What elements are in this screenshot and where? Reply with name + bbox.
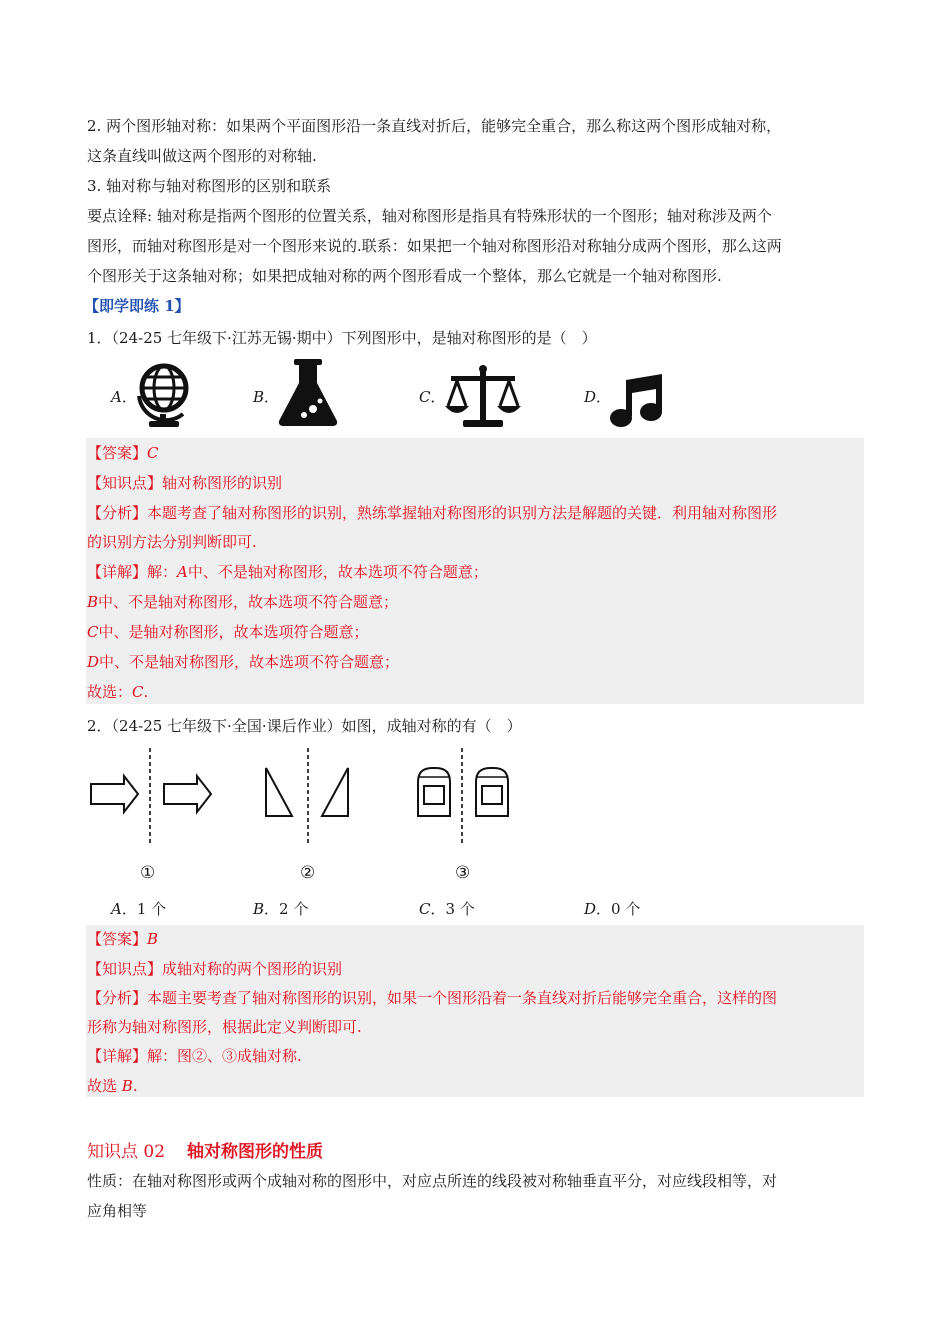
q1-analysis: 【分析】本题考查了轴对称图形的识别，熟练掌握轴对称图形的识别方法是解题的关键．利用轴对称图形 [87, 504, 778, 522]
arch-shape [476, 768, 508, 816]
q2-knowledge: 【知识点】成轴对称的两个图形的识别 [87, 960, 343, 978]
intro-line: 要点诠释: 轴对称是指两个图形的位置关系，轴对称图形是指具有特殊形状的一个图形；轴对称涉及两个 [87, 207, 772, 225]
music-note-icon [608, 374, 666, 430]
flask-icon [276, 357, 340, 429]
q2-figure [86, 748, 526, 848]
q1-stem: 1．（24-25 七年级下·江苏无锡·期中）下列图形中，是轴对称图形的是（ ） [87, 329, 597, 347]
figure-label: ① [140, 863, 156, 883]
q2-option-c[interactable]: C．3 个 [419, 900, 475, 918]
intro-line: 个图形关于这条轴对称；如果把成轴对称的两个图形看成一个整体，那么它就是一个轴对称图形. [87, 267, 722, 285]
q1-answer: 【答案】C [87, 444, 159, 462]
q1-conclusion: 故选：C. [87, 683, 149, 701]
q2-option-b[interactable]: B．2 个 [253, 900, 309, 918]
figure-label: ② [300, 863, 316, 883]
practice-title: 【即学即练 1】 [84, 297, 190, 315]
q1-option-b[interactable]: B． [253, 388, 280, 406]
q2-solution-box [86, 925, 864, 1097]
q2-detail: 【详解】解：图②、③成轴对称. [87, 1047, 302, 1065]
q1-detail-line: D中、不是轴对称图形，故本选项不符合题意； [87, 653, 400, 671]
q2-stem: 2．（24-25 七年级下·全国·课后作业）如图，成轴对称的有（ ） [87, 717, 522, 735]
intro-line: 3. 轴对称与轴对称图形的区别和联系 [87, 177, 332, 195]
triangle-shape [322, 768, 348, 816]
arch-shape [418, 768, 450, 816]
q1-detail-line: C中、是轴对称图形，故本选项符合题意； [87, 623, 369, 641]
q1-analysis-cont: 的识别方法分别判断即可. [87, 533, 257, 551]
scale-icon [443, 364, 523, 430]
q2-option-a[interactable]: A．1 个 [111, 900, 167, 918]
figure-label: ③ [455, 863, 471, 883]
triangle-shape [266, 768, 292, 816]
arrow-shape [164, 776, 211, 812]
q1-detail: 【详解】解：A中、不是轴对称图形，故本选项不符合题意； [87, 563, 488, 581]
q2-analysis: 【分析】本题主要考查了轴对称图形的识别，如果一个图形沿着一条直线对折后能够完全重合，这样的图 [87, 989, 778, 1007]
q1-knowledge: 【知识点】轴对称图形的识别 [87, 474, 283, 492]
intro-line: 图形，而轴对称图形是对一个图形来说的.联系：如果把一个轴对称图形沿对称轴分成两个图形，那么这两 [87, 237, 782, 255]
q1-option-a[interactable]: A． [111, 388, 137, 406]
q1-option-d[interactable]: D． [584, 388, 612, 406]
section-body: 性质：在轴对称图形或两个成轴对称的图形中，对应点所连的线段被对称轴垂直平分，对应线段相等，对 [87, 1172, 778, 1190]
globe-icon [133, 358, 195, 430]
q1-option-c[interactable]: C． [419, 388, 446, 406]
section-heading: 知识点 02 轴对称图形的性质 [87, 1142, 324, 1162]
q2-analysis-cont: 形称为轴对称图形，根据此定义判断即可. [87, 1018, 362, 1036]
q2-answer: 【答案】B [87, 930, 159, 948]
intro-line: 2. 两个图形轴对称：如果两个平面图形沿一条直线对折后，能够完全重合，那么称这两个图形成轴对称， [87, 117, 782, 135]
arrow-shape [91, 776, 138, 812]
q2-option-d[interactable]: D．0 个 [584, 900, 641, 918]
intro-line: 这条直线叫做这两个图形的对称轴. [87, 147, 317, 165]
q1-detail-line: B中、不是轴对称图形，故本选项不符合题意； [87, 593, 399, 611]
q2-conclusion: 故选 B. [87, 1077, 138, 1095]
section-body: 应角相等 [87, 1202, 148, 1220]
